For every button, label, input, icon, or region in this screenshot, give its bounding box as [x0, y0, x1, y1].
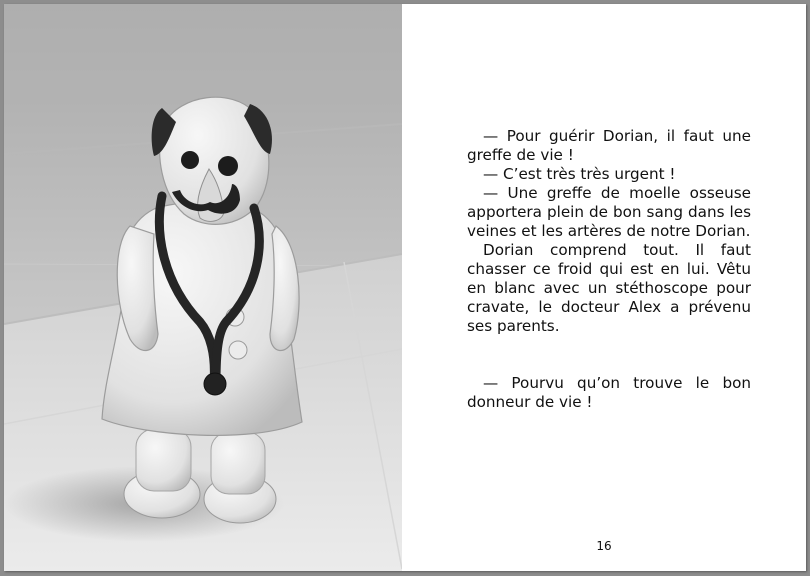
book-spread — [4, 4, 806, 571]
paragraph: — Pour guérir Dorian, il faut une greffe de vie ! — [467, 127, 751, 164]
paragraph-gap — [467, 336, 751, 374]
clay-doctor-photo — [4, 4, 402, 571]
text-page — [402, 4, 806, 571]
paragraph: — Pourvu qu’on trouve le bon donneur de vie ! — [467, 374, 751, 411]
paragraph: — C’est très très urgent ! — [483, 165, 676, 183]
paragraph: Dorian comprend tout. Il faut chasser ce froid qui est en lui. Vêtu en blanc avec un stéthoscope pour cravate, le docteur Alex a prévenu ses parents. — [467, 241, 751, 335]
page-number: 16 — [596, 539, 612, 553]
paragraph: — Une greffe de moelle osseuse apportera plein de bon sang dans les veines et les artères de notre Dorian. — [467, 184, 751, 240]
story-text — [467, 127, 751, 412]
